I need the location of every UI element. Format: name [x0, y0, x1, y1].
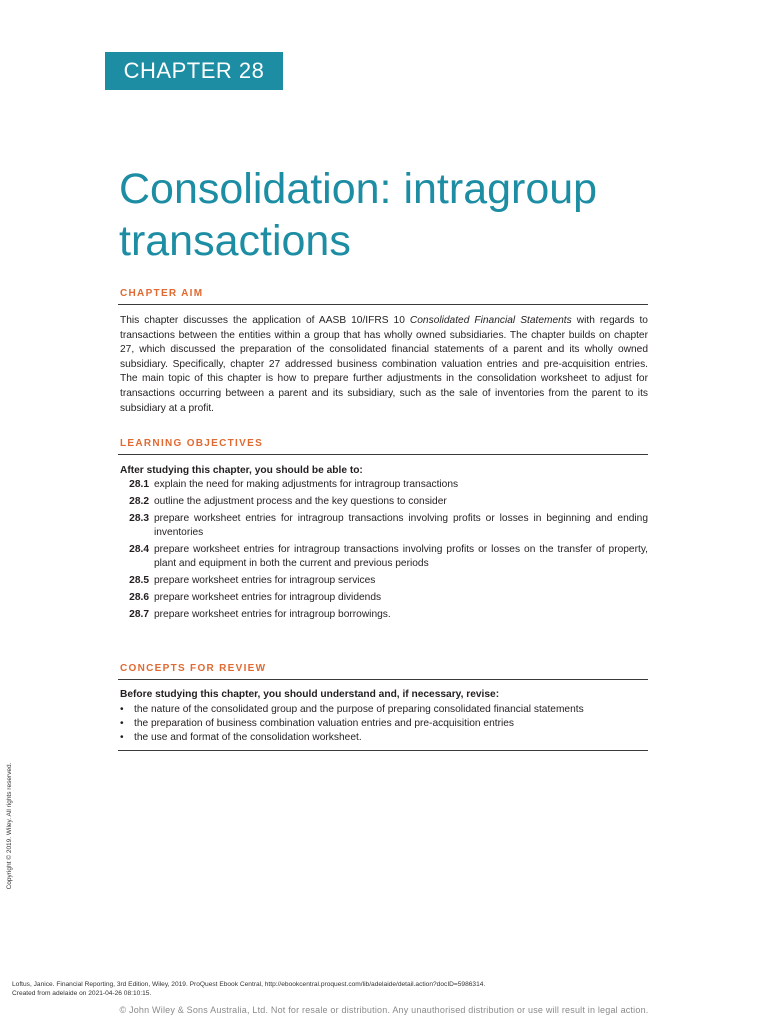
aim-text-italic: Consolidated Financial Statements [409, 315, 572, 326]
citation-line2: Created from adelaide on 2021-04-26 08:10:15. [12, 990, 152, 997]
footer-notice: © John Wiley & Sons Australia, Ltd. Not for resale or distribution. Any unauthorised distribution or use will result in legal action. [119, 1005, 649, 1015]
objective-text: prepare worksheet entries for intragroup transactions involving profits or losses in beginning and ending inventories [154, 512, 648, 538]
concepts-for-review-heading: CONCEPTS FOR REVIEW [120, 663, 267, 674]
objective-number: 28.1 [129, 479, 149, 490]
objective-item [120, 591, 648, 605]
chapter-aim-text [120, 314, 648, 416]
objective-item [120, 608, 648, 622]
objective-text: prepare worksheet entries for intragroup services [154, 575, 376, 586]
list-item [120, 731, 648, 745]
chapter-badge [105, 52, 283, 90]
objective-text: prepare worksheet entries for intragroup borrowings. [154, 608, 391, 620]
objective-number: 28.5 [129, 575, 149, 586]
chapter-aim-heading: CHAPTER AIM [120, 288, 204, 299]
learning-objectives-list [120, 478, 648, 624]
objective-text: prepare worksheet entries for intragroup transactions involving profits or losses on the transfer of property, plant and equipment in both the current and previous periods [154, 543, 648, 570]
bullet-icon: • [120, 718, 124, 730]
chapter-aim-rule [118, 304, 648, 305]
learning-objectives-rule [118, 454, 648, 455]
chapter-title-line1: Consolidation: intragroup [119, 165, 598, 213]
objective-item [120, 478, 648, 492]
objective-text: prepare worksheet entries for intragroup dividends [154, 591, 382, 603]
learning-objectives-heading: LEARNING OBJECTIVES [120, 438, 264, 449]
aim-text-after: with regards to transactions between the entities within a group that has wholly owned subsidiaries. The chapter builds on chapter 27, which discussed the preparation of the consolidated financial statements of a parent and its wholly owned subsidiary. Specifically, chapter 27 addressed business combination valuation entries and pre-acquisition entries. The main topic of this chapter is how to prepare further adjustments in the consolidation worksheet to adjust for transactions occurring between a parent and its subsidiary, such as the sale of inventories from the parent to its subsidiary at a profit. [120, 315, 648, 414]
concepts-for-review-lead: Before studying this chapter, you should understand and, if necessary, revise: [120, 689, 500, 700]
concepts-for-review-list [120, 703, 648, 746]
objective-item [120, 512, 648, 541]
chapter-title [119, 163, 679, 267]
bullet-icon: • [120, 732, 124, 744]
chapter-title-line2: transactions [119, 217, 351, 265]
objective-text: outline the adjustment process and the key questions to consider [154, 495, 447, 507]
list-item [120, 703, 648, 717]
list-item [120, 717, 648, 731]
concepts-for-review-rule [118, 679, 648, 680]
objective-number: 28.4 [129, 543, 149, 555]
objective-number: 28.7 [129, 608, 149, 620]
objective-number: 28.3 [129, 512, 149, 524]
review-item-text: the preparation of business combination valuation entries and pre-acquisition entries [134, 718, 514, 730]
citation-line1: Loftus, Janice. Financial Reporting, 3rd Edition, Wiley, 2019. ProQuest Ebook Central, http://ebookcentral.proquest.com/lib/adelaide/detail.action?docID=5986314. [12, 981, 486, 988]
concepts-for-review-bottom-rule [118, 750, 648, 751]
objective-item [120, 543, 648, 572]
objective-text: explain the need for making adjustments for intragroup transactions [154, 479, 459, 490]
citation [12, 980, 752, 998]
objective-item [120, 495, 648, 509]
bullet-icon: • [120, 704, 124, 715]
objective-number: 28.2 [129, 495, 149, 507]
review-item-text: the use and format of the consolidation worksheet. [134, 732, 362, 744]
aim-text-before: This chapter discusses the application of AASB 10/IFRS 10 [120, 315, 410, 326]
side-copyright: Copyright © 2019. Wiley. All rights reserved. [6, 762, 13, 890]
chapter-label: CHAPTER 28 [123, 58, 265, 83]
review-item-text: the nature of the consolidated group and the purpose of preparing consolidated financial statements [134, 704, 584, 715]
objective-item [120, 574, 648, 588]
learning-objectives-lead: After studying this chapter, you should be able to: [120, 465, 363, 476]
objective-number: 28.6 [129, 591, 149, 603]
